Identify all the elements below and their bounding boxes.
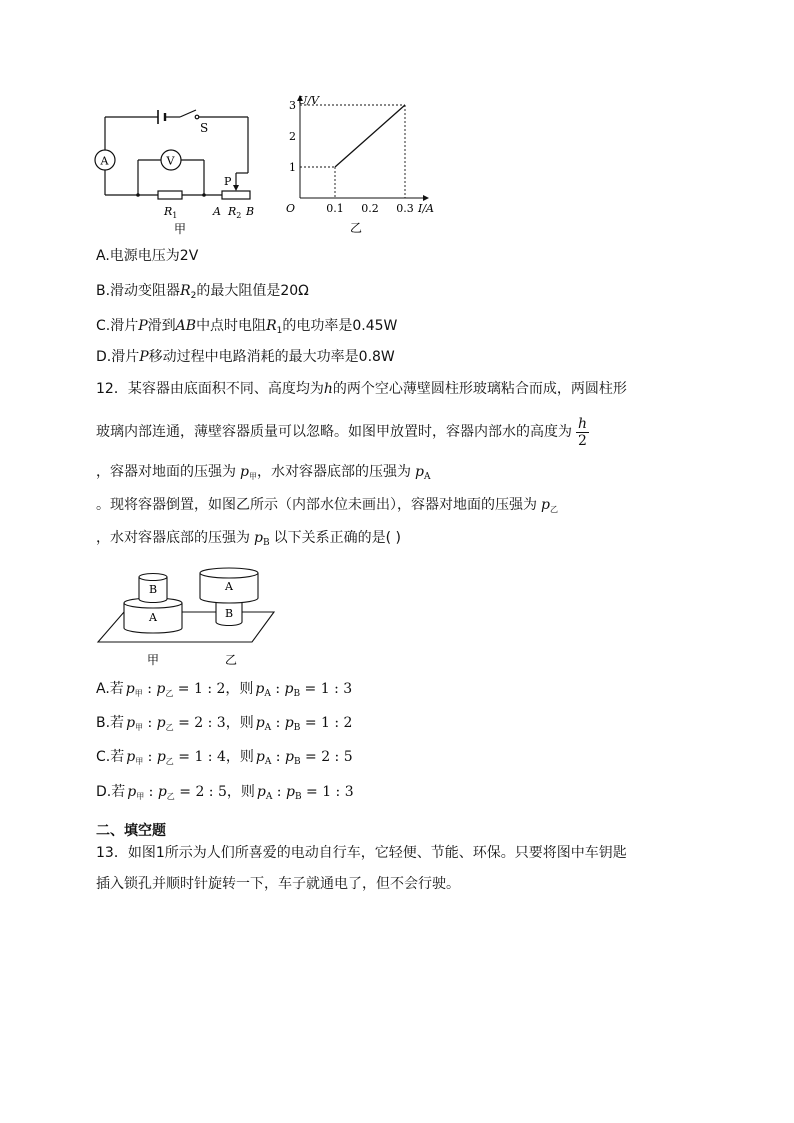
ui-graph [278, 88, 448, 238]
q12-option-d: D.若 $p_甲$ : $p_乙 = 2$ : 5，则 $p_A$ : $p_B = 1$ : 3 [96, 784, 354, 802]
end-b-label: B [246, 205, 255, 218]
q11-option-d: D.滑片P移动过程中电路消耗的最大功率是0.8W [96, 349, 395, 365]
r2-label: $R_2$ [228, 205, 242, 220]
q12-line-3: ，容器对地面的压强为 $p_甲$，水对容器底部的压强为 $p_A$ [96, 464, 431, 482]
y-tick-1: 2 [289, 130, 296, 143]
origin-label: O [286, 202, 296, 215]
voltmeter-label: V [166, 154, 175, 168]
q12-line-4: 。现将容器倒置，如图乙所示（内部水位未画出），容器对地面的压强为 $p_乙$ [96, 497, 558, 514]
x-tick-0: 0.1 [326, 202, 344, 215]
q12-option-c: C.若 $p_甲$ : $p_乙 = 1$ : 4，则 $p_A$ : $p_B = 2$ : 5 [96, 749, 353, 767]
y-axis-label: U/V [298, 94, 319, 107]
q12-option-b: B.若 $p_甲$ : $p_乙 = 2$ : 3，则 $p_A$ : $p_B = 1$ : 2 [96, 715, 353, 733]
q11-option-a: A.电源电压为2V [96, 248, 199, 264]
q11-option-c: C.滑片P滑到AB中点时电阻$R_1$的电功率是0.45W [96, 318, 398, 336]
y-tick-2: 3 [289, 99, 296, 112]
x-tick-2: 0.3 [396, 202, 414, 215]
q11-option-b: B.滑动变阻器$R_2$的最大阻值是20Ω [96, 283, 309, 301]
yi-bottom-b: B [225, 607, 234, 620]
caption-jia: 甲 [147, 653, 160, 667]
x-axis-label: I/A [418, 202, 434, 215]
switch-label: S [200, 121, 209, 135]
caption-yi: 乙 [225, 653, 238, 667]
fraction-h-over-2: $\frac{h}{2}$ [578, 415, 588, 449]
circuit-diagram [90, 95, 270, 235]
q12-line-1: 12．某容器由底面积不同、高度均为h的两个空心薄壁圆柱形玻璃粘合而成，两圆柱形 [96, 381, 627, 397]
x-tick-1: 0.2 [361, 202, 379, 215]
yi-top-a: A [225, 580, 233, 593]
caption-jia: 甲 [174, 222, 187, 235]
end-a-label: A [213, 205, 221, 218]
ammeter-label: A [100, 154, 109, 168]
q13-line-2: 插入锁孔并顺时针旋转一下，车子就通电了，但不会行驶。 [96, 876, 460, 892]
q12-line-5: ，水对容器底部的压强为 $p_B$ 以下关系正确的是( ) [96, 530, 401, 548]
q12-line-2: 玻璃内部连通，薄壁容器质量可以忽略。如图甲放置时，容器内部水的高度为 $\frac{h}{2}$ [96, 415, 588, 449]
r1-label: $R_1$ [164, 205, 178, 220]
containers-figure [92, 560, 282, 675]
jia-bottom-a: A [149, 611, 157, 624]
u-i-line [335, 105, 405, 167]
y-tick-0: 1 [289, 161, 296, 174]
q12-option-a: A.若 $p_甲$ : $p_乙 = 1$ : 2，则 $p_A$ : $p_B = 1$ : 3 [96, 681, 353, 699]
slider-label: P [224, 175, 232, 188]
caption-yi: 乙 [350, 221, 363, 235]
jia-top-b: B [149, 583, 158, 596]
section-heading: 二、填空题 [96, 823, 166, 839]
q13-line-1: 13．如图1所示为人们所喜爱的电动自行车，它轻便、节能、环保。只要将图中车钥匙 [96, 845, 627, 861]
